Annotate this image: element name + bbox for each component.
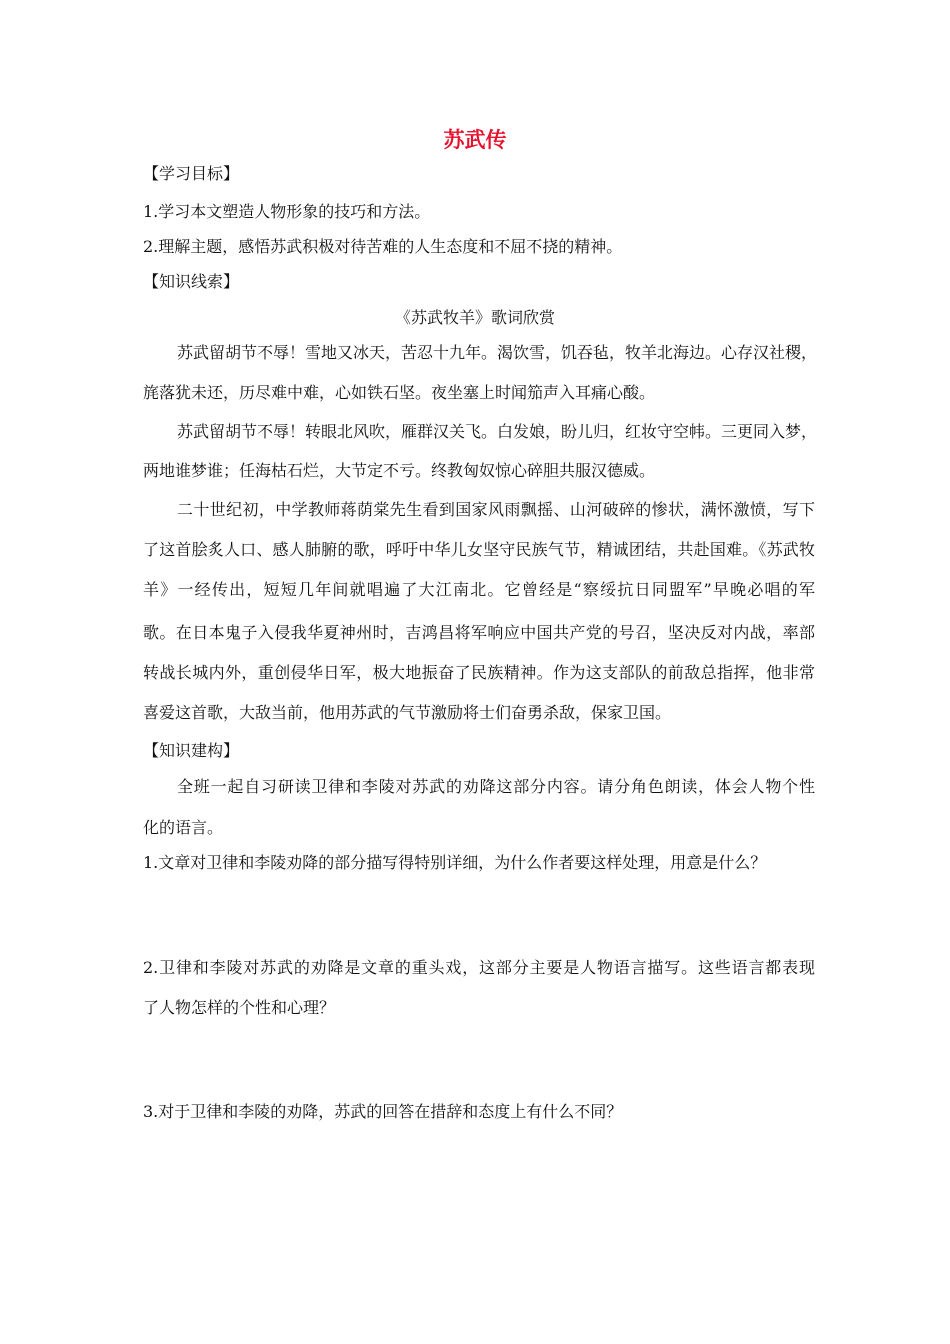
question-2-line-2: 了人物怎样的个性和心理？ <box>143 998 336 1017</box>
goal-item-2: 2.理解主题，感悟苏武积极对待苦难的人生态度和不屈不挠的精神。 <box>143 237 623 256</box>
page-title: 苏武传 <box>443 128 507 152</box>
question-1: 1.文章对卫律和李陵劝降的部分描写得特别详细，为什么作者要这样处理，用意是什么？ <box>143 853 767 872</box>
background-line-6: 喜爱这首歌，大敌当前，他用苏武的气节激励将士们奋勇杀敌，保家卫国。 <box>143 703 672 722</box>
background-line-4: 歌。在日本鬼子入侵我华夏神州时，吉鸿昌将军响应中国共产党的号召，坚决反对内战，率部 <box>143 623 815 642</box>
build-heading: 【知识建构】 <box>143 741 240 760</box>
background-line-5: 转战长城内外，重创侵华日军，极大地振奋了民族精神。作为这支部队的前敌总指挥，他非常 <box>143 663 815 682</box>
lyrics1-line-1: 苏武留胡节不辱！雪地又冰天，苦忍十九年。渴饮雪，饥吞毡，牧羊北海边。心存汉社稷， <box>177 343 818 362</box>
question-2-line-1: 2.卫律和李陵对苏武的劝降是文章的重头戏，这部分主要是人物语言描写。这些语言都表现 <box>143 958 815 977</box>
question-3: 3.对于卫律和李陵的劝降，苏武的回答在措辞和态度上有什么不同？ <box>143 1102 623 1121</box>
lyrics1-line-2: 旄落犹未还，历尽难中难，心如铁石坚。夜坐塞上时闻笳声入耳痛心酸。 <box>143 383 656 402</box>
background-line-3: 羊》一经传出，短短几年间就唱遍了大江南北。它曾经是“察绥抗日同盟军”早晚必唱的军 <box>143 580 815 599</box>
lyrics-subtitle: 《苏武牧羊》歌词欣赏 <box>394 308 555 327</box>
build-intro-line-1: 全班一起自习研读卫律和李陵对苏武的劝降这部分内容。请分角色朗读，体会人物个性 <box>177 777 815 796</box>
goals-heading: 【学习目标】 <box>143 164 240 183</box>
background-line-1: 二十世纪初，中学教师蒋荫棠先生看到国家风雨飘摇、山河破碎的惨状，满怀激愤，写下 <box>177 500 815 519</box>
background-line-2: 了这首脍炙人口、感人肺腑的歌，呼吁中华儿女坚守民族气节，精诚团结，共赴国难。《苏武牧 <box>143 540 815 559</box>
lyrics2-line-1: 苏武留胡节不辱！转眼北风吹，雁群汉关飞。白发娘，盼儿归，红妆守空帏。三更同入梦， <box>177 422 818 441</box>
build-intro-line-2: 化的语言。 <box>143 818 224 837</box>
lyrics2-line-2: 两地谁梦谁；任海枯石烂，大节定不亏。终教匈奴惊心碎胆共服汉德威。 <box>143 461 656 480</box>
goal-item-1: 1.学习本文塑造人物形象的技巧和方法。 <box>143 202 431 221</box>
clues-heading: 【知识线索】 <box>143 272 240 291</box>
